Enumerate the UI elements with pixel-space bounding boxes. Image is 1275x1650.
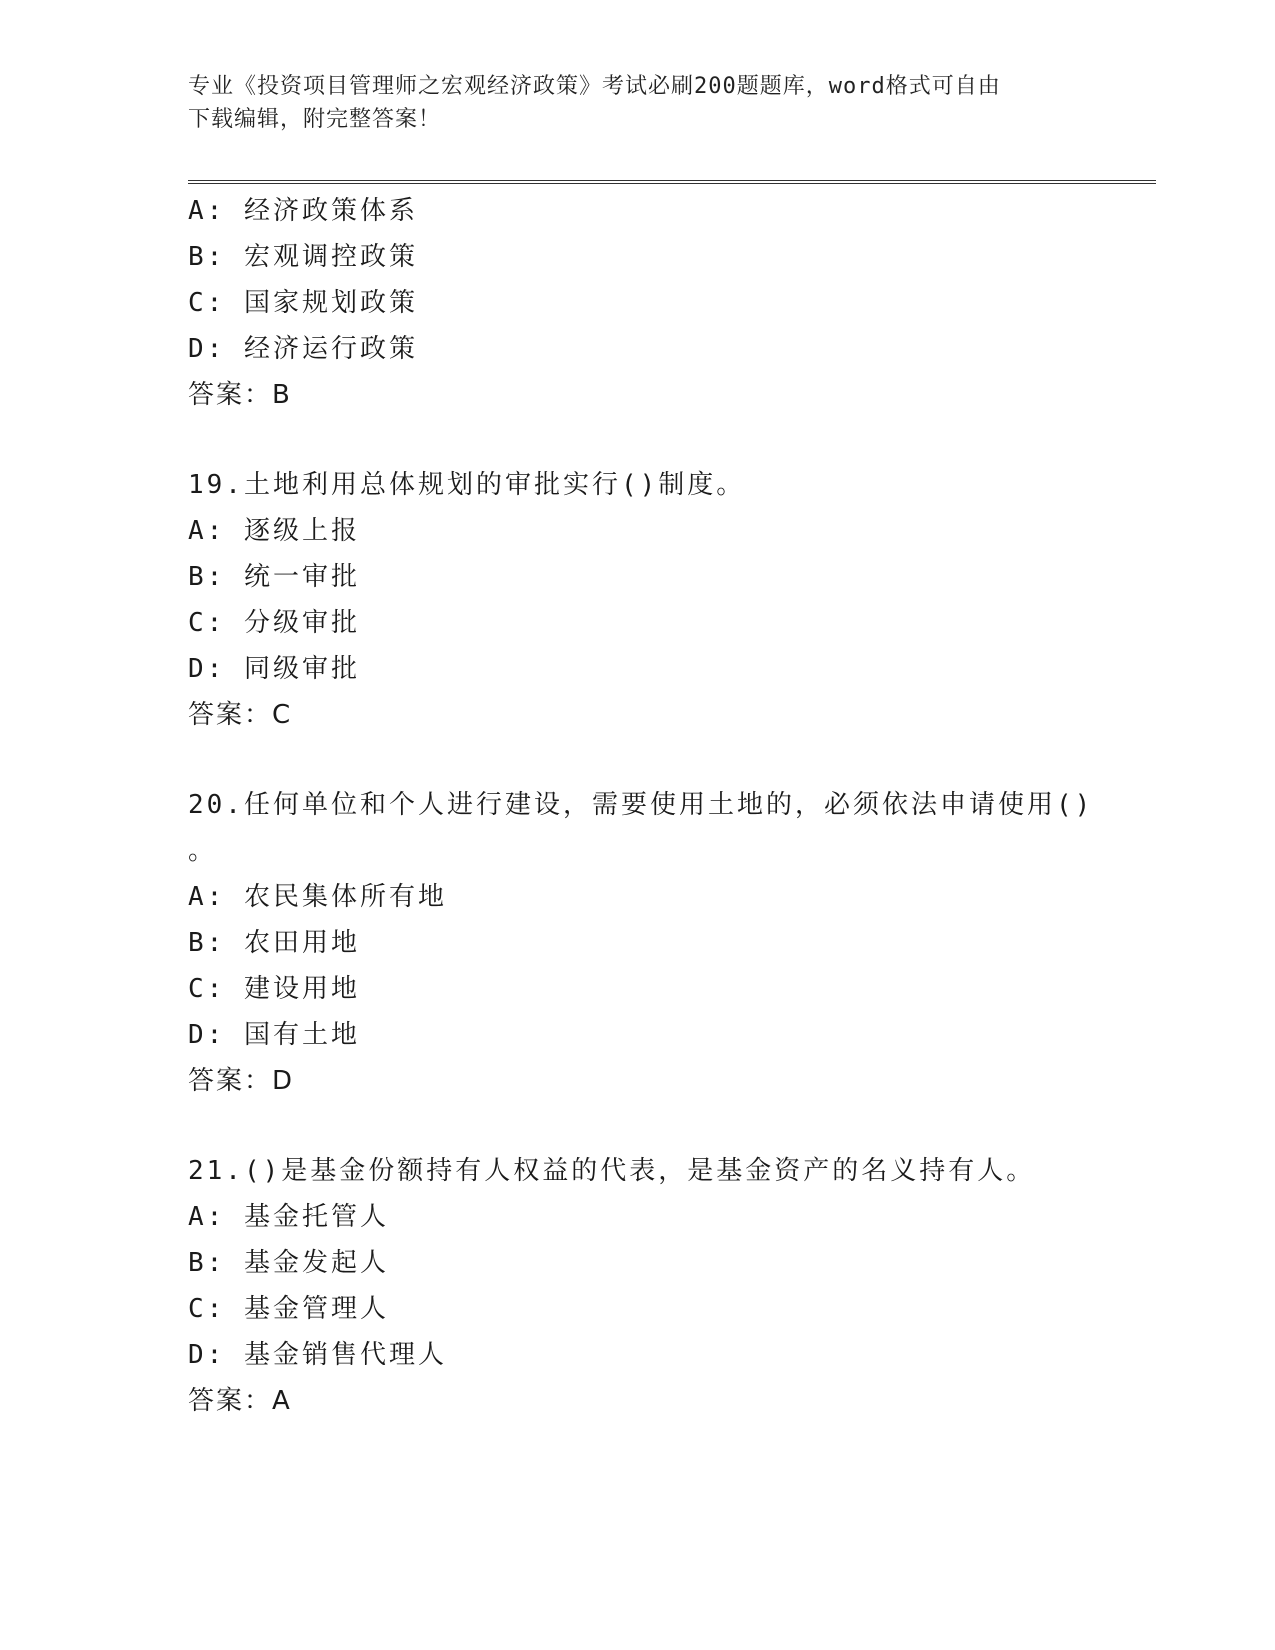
answer-line: 答案：A: [188, 1386, 292, 1416]
question-text-continued: 。: [188, 836, 218, 866]
option-a: A: 农民集体所有地: [188, 882, 447, 912]
spacer: [188, 1104, 1088, 1148]
spacer: [188, 738, 1088, 782]
option-a: A: 基金托管人: [188, 1202, 389, 1232]
answer-line: 答案：C: [188, 700, 293, 730]
option-c: C: 建设用地: [188, 974, 360, 1004]
question-text: 20.任何单位和个人进行建设，需要使用土地的，必须依法申请使用(): [188, 790, 1094, 820]
option-c: C: 基金管理人: [188, 1294, 389, 1324]
option-b: B: 宏观调控政策: [188, 242, 418, 272]
question-list: [188, 188, 1094, 1424]
option-d: D: 经济运行政策: [188, 334, 418, 364]
option-d: D: 基金销售代理人: [188, 1340, 447, 1370]
spacer: [188, 418, 1088, 462]
question-block-18: [188, 188, 1088, 418]
question-block-20: [188, 782, 1094, 1104]
option-c: C: 国家规划政策: [188, 288, 418, 318]
option-b: B: 基金发起人: [188, 1248, 389, 1278]
header-line-2: 下载编辑，附完整答案！: [188, 107, 442, 132]
header-divider: [188, 180, 1156, 184]
option-a: A: 逐级上报: [188, 516, 360, 546]
answer-line: 答案：B: [188, 380, 292, 410]
option-d: D: 同级审批: [188, 654, 360, 684]
question-text: 21.()是基金份额持有人权益的代表，是基金资产的名义持有人。: [188, 1156, 1036, 1186]
question-text: 19.土地利用总体规划的审批实行()制度。: [188, 470, 746, 500]
option-b: B: 统一审批: [188, 562, 360, 592]
question-block-19: [188, 462, 1088, 738]
option-b: B: 农田用地: [188, 928, 360, 958]
question-block-21: [188, 1148, 1088, 1424]
document-header: [188, 70, 1088, 136]
option-a: A: 经济政策体系: [188, 196, 418, 226]
option-c: C: 分级审批: [188, 608, 360, 638]
answer-line: 答案：D: [188, 1066, 295, 1096]
header-line-1: 专业《投资项目管理师之宏观经济政策》考试必刷200题题库，word格式可自由: [188, 74, 1001, 99]
option-d: D: 国有土地: [188, 1020, 360, 1050]
